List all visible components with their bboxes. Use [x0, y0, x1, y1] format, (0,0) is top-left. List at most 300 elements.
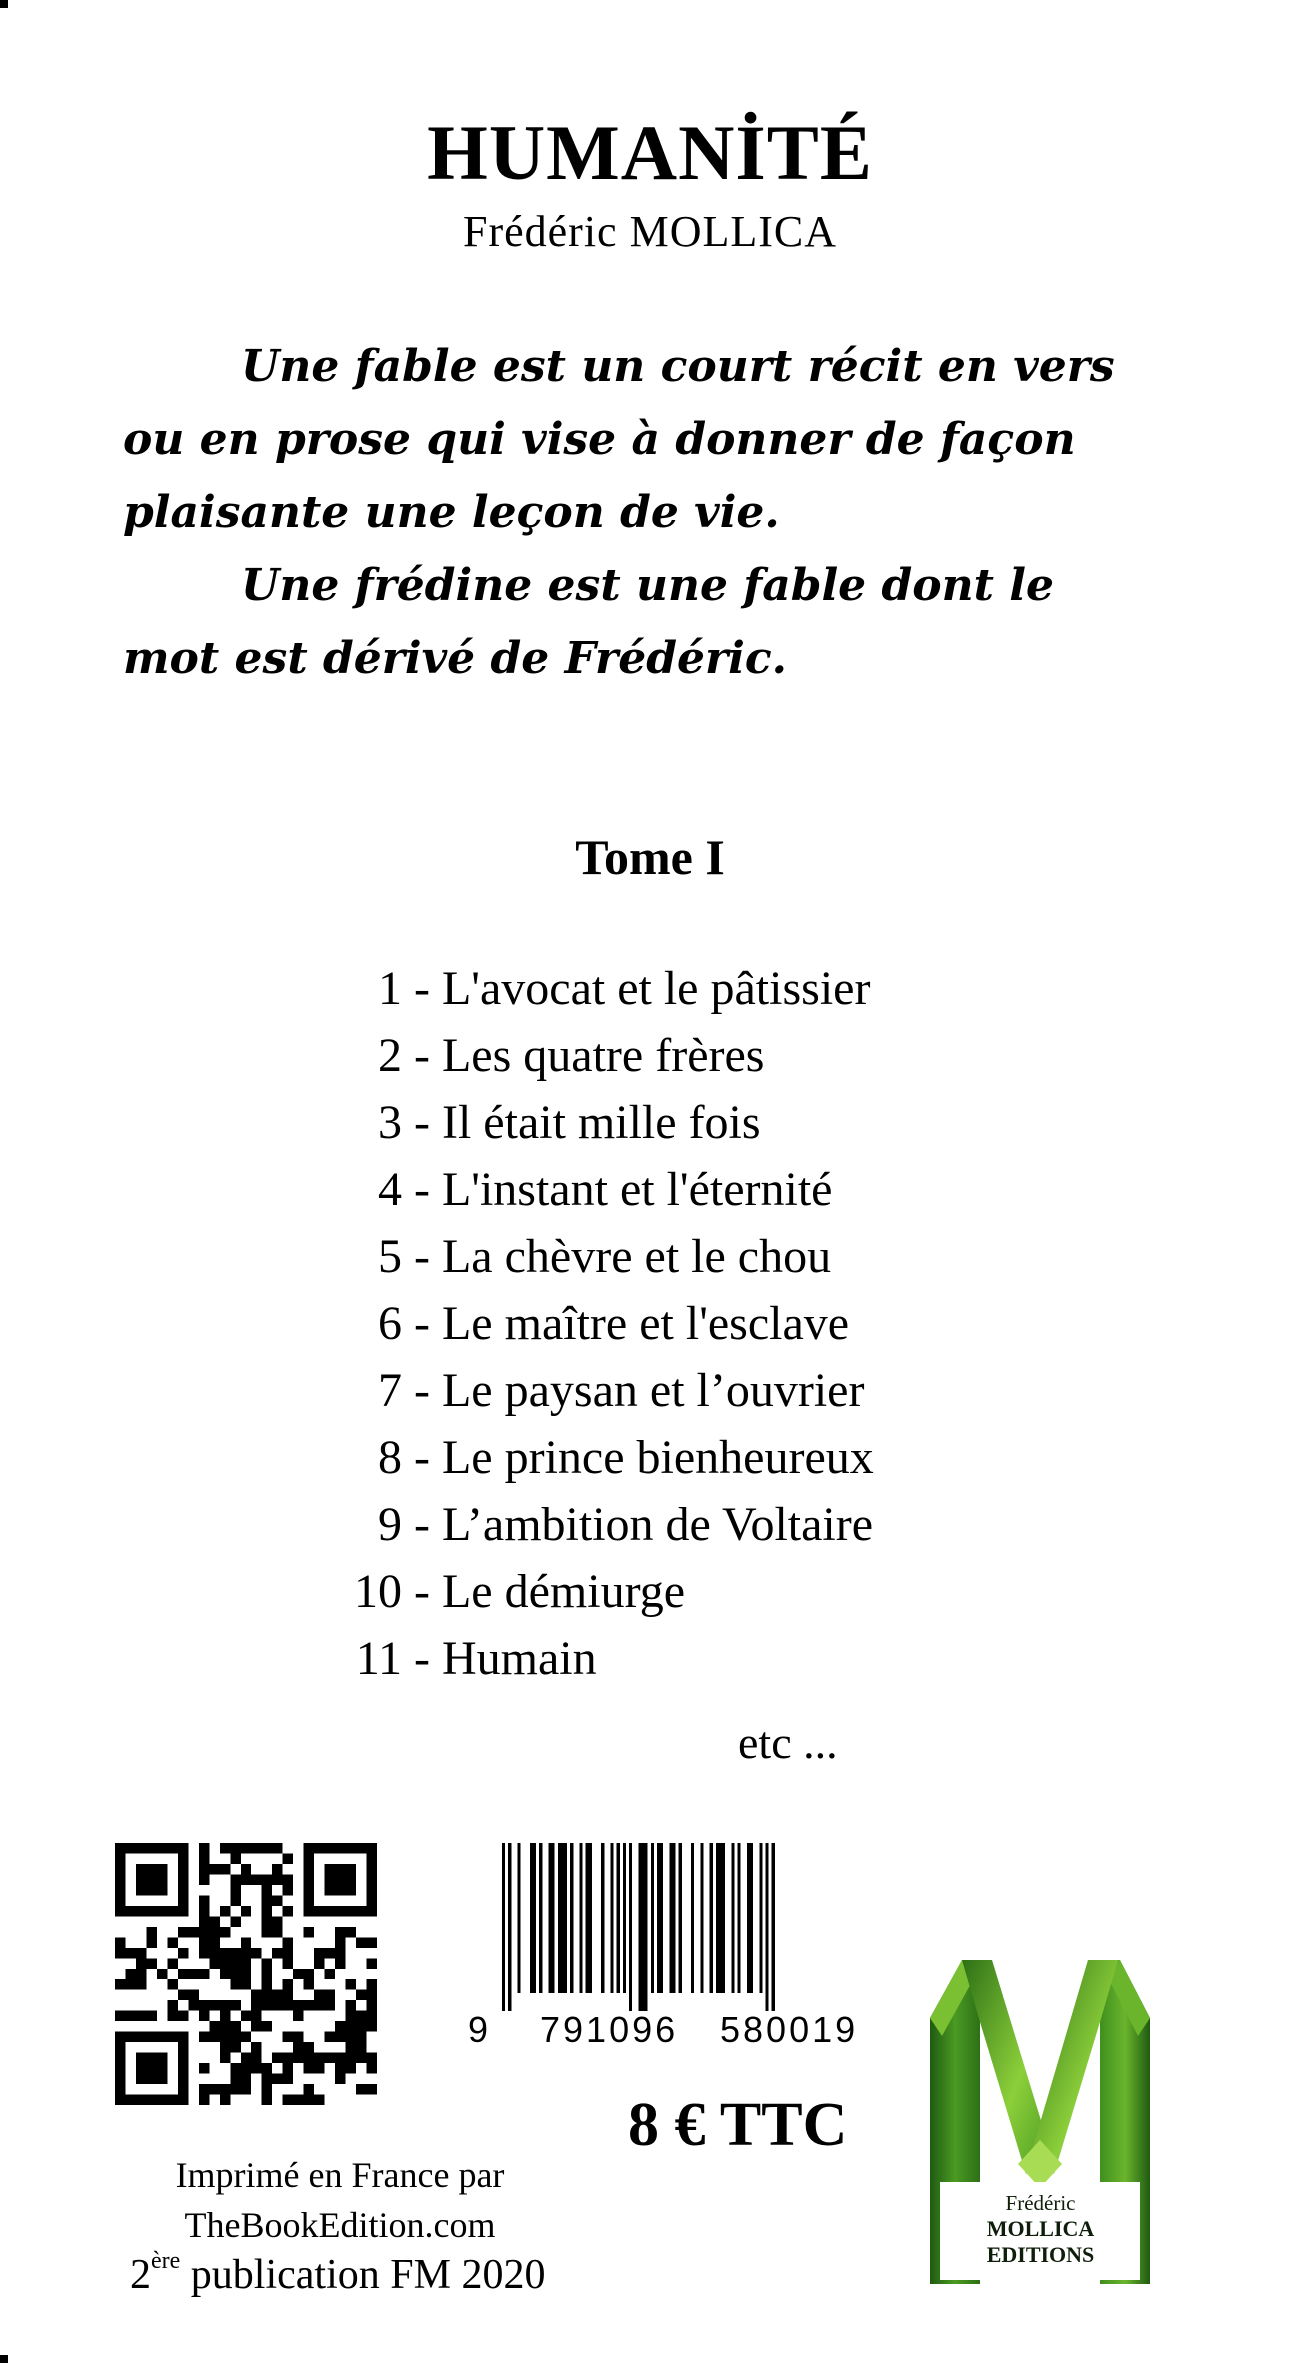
- toc-item-number: 6: [378, 1297, 402, 1350]
- qr-module: [346, 2053, 356, 2063]
- qr-module: [293, 2042, 303, 2052]
- qr-module: [167, 1979, 177, 1989]
- qr-module: [178, 2074, 188, 2084]
- qr-module: [115, 1937, 125, 1947]
- qr-module: [146, 1843, 156, 1853]
- qr-module: [157, 1969, 167, 1979]
- qr-module: [199, 1969, 209, 1979]
- qr-module: [283, 1874, 293, 1884]
- qr-module: [293, 2095, 303, 2105]
- qr-module: [293, 2000, 303, 2010]
- qr-module: [146, 1958, 156, 1968]
- qr-module: [367, 2084, 377, 2094]
- qr-module: [304, 1927, 314, 1937]
- qr-module: [251, 1874, 261, 1884]
- toc-item: 8 - Le prince bienheureux: [290, 1424, 874, 1491]
- qr-module: [272, 1916, 282, 1926]
- qr-module: [178, 1843, 188, 1853]
- qr-module: [346, 1906, 356, 1916]
- qr-module: [272, 1874, 282, 1884]
- qr-module: [178, 2032, 188, 2042]
- qr-module: [356, 2053, 366, 2063]
- qr-module: [167, 1958, 177, 1968]
- qr-module: [251, 2000, 261, 2010]
- qr-module: [167, 2000, 177, 2010]
- toc-item: 9 - L’ambition de Voltaire: [290, 1491, 874, 1558]
- qr-module: [346, 2011, 356, 2021]
- qr-module: [136, 1874, 146, 1884]
- barcode-digit-first: 9: [468, 2009, 489, 2050]
- qr-module: [272, 1864, 282, 1874]
- qr-module: [283, 2063, 293, 2073]
- qr-module: [314, 2053, 324, 2063]
- qr-module: [136, 1906, 146, 1916]
- qr-module: [241, 2053, 251, 2063]
- qr-module: [136, 2063, 146, 2073]
- qr-module: [178, 2042, 188, 2052]
- qr-module: [335, 1885, 345, 1895]
- toc-item: 2 - Les quatre frères: [290, 1022, 874, 1089]
- qr-module: [178, 1969, 188, 1979]
- qr-module: [178, 2063, 188, 2073]
- qr-module: [199, 1916, 209, 1926]
- qr-module: [356, 2011, 366, 2021]
- qr-module: [335, 1927, 345, 1937]
- qr-module: [220, 2032, 230, 2042]
- barcode-bar: [657, 1843, 663, 1993]
- qr-code: [115, 1843, 377, 2105]
- qr-module: [199, 1874, 209, 1884]
- qr-module: [178, 1874, 188, 1884]
- qr-module: [346, 1885, 356, 1895]
- qr-module: [230, 2084, 240, 2094]
- qr-module: [262, 1958, 272, 1968]
- qr-module: [178, 2095, 188, 2105]
- qr-module: [241, 1864, 251, 1874]
- qr-module: [178, 2084, 188, 2094]
- qr-module: [367, 1990, 377, 2000]
- qr-module: [314, 2000, 324, 2010]
- qr-module: [272, 2000, 282, 2010]
- barcode-bar: [629, 1843, 632, 2011]
- qr-module: [304, 1864, 314, 1874]
- qr-module: [230, 1916, 240, 1926]
- qr-module: [146, 1885, 156, 1895]
- barcode-bar: [549, 1843, 555, 1993]
- qr-module: [346, 1874, 356, 1884]
- barcode-bar: [558, 1843, 567, 1993]
- toc-item-number: 8: [378, 1431, 402, 1484]
- toc-more: etc ...: [738, 1717, 838, 1768]
- qr-module: [304, 1843, 314, 1853]
- qr-module: [314, 1990, 324, 2000]
- qr-module: [220, 2042, 230, 2052]
- qr-module: [241, 1948, 251, 1958]
- qr-module: [262, 2095, 272, 2105]
- qr-module: [167, 1937, 177, 1947]
- qr-module: [230, 2032, 240, 2042]
- qr-module: [293, 2011, 303, 2021]
- qr-module: [251, 1948, 261, 1958]
- qr-module: [325, 1885, 335, 1895]
- qr-module: [346, 2042, 356, 2052]
- qr-module: [209, 2021, 219, 2031]
- qr-module: [146, 1874, 156, 1884]
- toc-item-title: Le paysan et l’ouvrier: [441, 1364, 865, 1417]
- qr-module: [335, 2053, 345, 2063]
- toc-item-title: L'instant et l'éternité: [441, 1163, 833, 1216]
- qr-module: [335, 2063, 345, 2073]
- qr-module: [262, 1979, 272, 1989]
- qr-module: [230, 1895, 240, 1905]
- crop-mark-bottom: [0, 2355, 8, 2363]
- qr-module: [283, 1853, 293, 1863]
- qr-module: [262, 1906, 272, 1916]
- qr-module: [325, 1864, 335, 1874]
- qr-module: [335, 1958, 345, 1968]
- qr-module: [230, 2063, 240, 2073]
- qr-module: [199, 1927, 209, 1937]
- barcode-bar: [539, 1843, 542, 1993]
- qr-module: [115, 1885, 125, 1895]
- qr-module: [230, 2021, 240, 2031]
- qr-module: [125, 2095, 135, 2105]
- toc-item-title: Le démiurge: [441, 1565, 686, 1618]
- toc-item-number: 7: [378, 1364, 402, 1417]
- qr-module: [230, 1843, 240, 1853]
- qr-module: [115, 2063, 125, 2073]
- qr-module: [335, 1843, 345, 1853]
- qr-module: [199, 1853, 209, 1863]
- qr-module: [136, 1969, 146, 1979]
- qr-module: [178, 1864, 188, 1874]
- qr-module: [335, 1906, 345, 1916]
- qr-module: [367, 1895, 377, 1905]
- toc-item: 5 - La chèvre et le chou: [290, 1223, 874, 1290]
- qr-module: [367, 2063, 377, 2073]
- qr-module: [209, 2000, 219, 2010]
- qr-module: [262, 1885, 272, 1895]
- qr-module: [304, 1874, 314, 1884]
- qr-module: [293, 1969, 303, 1979]
- qr-module: [136, 1948, 146, 1958]
- qr-module: [115, 1874, 125, 1884]
- qr-module: [178, 1990, 188, 2000]
- qr-module: [367, 1937, 377, 1947]
- qr-module: [272, 1843, 282, 1853]
- toc-item: 11 - Humain: [290, 1625, 874, 1692]
- qr-module: [283, 2053, 293, 2063]
- qr-module: [304, 1979, 314, 1989]
- toc-item-title: Le prince bienheureux: [441, 1431, 874, 1484]
- qr-module: [262, 2021, 272, 2031]
- crop-mark-top: [0, 0, 8, 8]
- barcode-digits-group1: 791096: [540, 2009, 679, 2050]
- publication-number: 2: [130, 2252, 151, 2298]
- toc-item-title: Il était mille fois: [441, 1096, 761, 1149]
- qr-module: [283, 2074, 293, 2084]
- toc-item-title: Les quatre frères: [441, 1029, 765, 1082]
- qr-module: [335, 2074, 345, 2084]
- qr-module: [272, 1948, 282, 1958]
- qr-module: [178, 1885, 188, 1895]
- toc-item-number: 3: [378, 1096, 402, 1149]
- barcode-bar: [530, 1843, 536, 1993]
- qr-module: [220, 1843, 230, 1853]
- book-title: HUMANİTÉ: [427, 109, 873, 196]
- qr-module: [230, 1969, 240, 1979]
- qr-module: [283, 2095, 293, 2105]
- qr-module: [209, 1948, 219, 1958]
- qr-module: [283, 1948, 293, 1958]
- printer-line-2: TheBookEdition.com: [184, 2205, 496, 2245]
- qr-module: [157, 2095, 167, 2105]
- qr-module: [199, 2095, 209, 2105]
- qr-module: [209, 1927, 219, 1937]
- barcode-bar: [766, 1843, 769, 2011]
- intro-paragraph-fredine: Une frédine est une fable dont le mot est dérivé de Frédéric.: [123, 560, 1054, 684]
- qr-module: [136, 2095, 146, 2105]
- qr-module: [199, 2063, 209, 2073]
- qr-module: [251, 2021, 261, 2031]
- table-of-contents: [290, 955, 874, 1692]
- qr-module: [262, 1990, 272, 2000]
- qr-module: [241, 1874, 251, 1884]
- toc-item-number: 4: [378, 1163, 402, 1216]
- qr-module: [136, 1885, 146, 1895]
- qr-module: [157, 1885, 167, 1895]
- qr-module: [115, 2095, 125, 2105]
- qr-module: [283, 1958, 293, 1968]
- qr-module: [335, 1864, 345, 1874]
- qr-module: [167, 1843, 177, 1853]
- qr-module: [356, 2042, 366, 2052]
- qr-module: [335, 1948, 345, 1958]
- qr-module: [115, 2074, 125, 2084]
- toc-item: 7 - Le paysan et l’ouvrier: [290, 1357, 874, 1424]
- qr-module: [356, 1937, 366, 1947]
- qr-module: [325, 1948, 335, 1958]
- qr-module: [346, 2021, 356, 2031]
- qr-module: [178, 1948, 188, 1958]
- qr-module: [199, 2000, 209, 2010]
- qr-module: [356, 2021, 366, 2031]
- qr-module: [178, 2053, 188, 2063]
- qr-module: [367, 1979, 377, 1989]
- toc-item-title: La chèvre et le chou: [441, 1230, 832, 1283]
- qr-module: [209, 2032, 219, 2042]
- barcode-bar: [772, 1843, 775, 2011]
- intro-text: [123, 330, 1133, 695]
- qr-module: [199, 1895, 209, 1905]
- barcode-bar: [747, 1843, 753, 1993]
- intro-paragraph-fable: Une fable est un court récit en vers ou en prose qui vise à donner de façon plaisante une leçon de vie.: [123, 341, 1115, 538]
- qr-module: [314, 1958, 324, 1968]
- qr-module: [115, 1864, 125, 1874]
- barcode-bar: [759, 1843, 762, 1993]
- qr-module: [325, 2000, 335, 2010]
- barcode-bar: [738, 1843, 741, 1993]
- barcode-bar: [669, 1843, 675, 1993]
- qr-module: [220, 1906, 230, 1916]
- qr-module: [304, 2084, 314, 2094]
- qr-module: [241, 1906, 251, 1916]
- toc-item: 10 - Le démiurge: [290, 1558, 874, 1625]
- publication-line: [130, 2248, 545, 2299]
- qr-module: [367, 1864, 377, 1874]
- qr-module: [325, 2032, 335, 2042]
- qr-module: [199, 2084, 209, 2094]
- qr-module: [304, 2053, 314, 2063]
- qr-module: [230, 2000, 240, 2010]
- qr-module: [188, 1969, 198, 1979]
- qr-module: [220, 2000, 230, 2010]
- qr-module: [325, 1843, 335, 1853]
- toc-item-number: 9: [378, 1498, 402, 1551]
- qr-module: [199, 2011, 209, 2021]
- qr-module: [220, 2095, 230, 2105]
- qr-module: [272, 2074, 282, 2084]
- barcode-bar: [508, 1843, 511, 2011]
- barcode-bar: [617, 1843, 620, 1993]
- toc-item: 6 - Le maître et l'esclave: [290, 1290, 874, 1357]
- qr-module: [157, 1864, 167, 1874]
- qr-module: [356, 2084, 366, 2094]
- qr-module: [304, 2063, 314, 2073]
- qr-module: [146, 2053, 156, 2063]
- qr-module: [157, 2074, 167, 2084]
- barcode-bar: [586, 1843, 592, 1993]
- qr-module: [314, 1843, 324, 1853]
- qr-module: [220, 1958, 230, 1968]
- qr-module: [356, 1843, 366, 1853]
- qr-module: [262, 1895, 272, 1905]
- qr-module: [220, 1927, 230, 1937]
- qr-module: [272, 2053, 282, 2063]
- logo-line-2: MOLLICA: [986, 2216, 1095, 2241]
- qr-module: [230, 2074, 240, 2084]
- qr-module: [241, 2063, 251, 2073]
- qr-module: [251, 1843, 261, 1853]
- qr-module: [188, 2000, 198, 2010]
- qr-module: [241, 1937, 251, 1947]
- qr-module: [167, 2095, 177, 2105]
- qr-module: [115, 2053, 125, 2063]
- qr-module: [199, 1937, 209, 1947]
- barcode-bar: [570, 1843, 573, 1993]
- printer-info: [115, 2150, 565, 2250]
- qr-module: [157, 2063, 167, 2073]
- toc-item-number: 5: [378, 1230, 402, 1283]
- qr-module: [115, 1895, 125, 1905]
- qr-module: [146, 2032, 156, 2042]
- qr-module: [136, 2053, 146, 2063]
- qr-module: [199, 1948, 209, 1958]
- toc-item-number: 10: [354, 1565, 402, 1618]
- qr-module: [283, 2032, 293, 2042]
- toc-item-number: 1: [378, 962, 402, 1015]
- qr-module: [262, 2000, 272, 2010]
- qr-module: [115, 2011, 125, 2021]
- qr-module: [220, 1969, 230, 1979]
- qr-module: [199, 2032, 209, 2042]
- qr-module: [262, 1927, 272, 1937]
- qr-module: [304, 1906, 314, 1916]
- qr-module: [346, 2000, 356, 2010]
- toc-item-title: L’ambition de Voltaire: [441, 1498, 874, 1551]
- printer-line-1: Imprimé en France par: [175, 2155, 505, 2195]
- qr-module: [262, 1874, 272, 1884]
- qr-module: [293, 2053, 303, 2063]
- qr-module: [178, 1906, 188, 1916]
- qr-module: [125, 1906, 135, 1916]
- qr-module: [367, 1853, 377, 1863]
- price: 8 € TTC: [628, 2091, 848, 2159]
- qr-module: [209, 1916, 219, 1926]
- qr-module: [283, 1885, 293, 1895]
- qr-module: [251, 2053, 261, 2063]
- qr-module: [199, 1864, 209, 1874]
- qr-module: [367, 1958, 377, 1968]
- qr-module: [220, 2053, 230, 2063]
- qr-module: [251, 1990, 261, 2000]
- qr-module: [167, 2011, 177, 2021]
- qr-module: [356, 1990, 366, 2000]
- barcode-bar: [623, 1843, 626, 1993]
- qr-module: [136, 1979, 146, 1989]
- qr-module: [241, 1969, 251, 1979]
- qr-module: [251, 2042, 261, 2052]
- qr-module: [304, 1895, 314, 1905]
- barcode-bar: [679, 1843, 682, 1993]
- barcode-bar: [580, 1843, 583, 1993]
- qr-module: [304, 1853, 314, 1863]
- qr-module: [146, 1864, 156, 1874]
- barcode-bar: [691, 1843, 694, 1993]
- barcode-bar: [611, 1843, 614, 1993]
- publication-text: publication FM 2020: [180, 2252, 546, 2298]
- qr-module: [125, 1979, 135, 1989]
- qr-module: [125, 1969, 135, 1979]
- qr-module: [346, 2032, 356, 2042]
- qr-module: [325, 1874, 335, 1884]
- qr-module: [283, 1937, 293, 1947]
- qr-module: [209, 1958, 219, 1968]
- qr-module: [304, 2000, 314, 2010]
- qr-module: [241, 1979, 251, 1989]
- qr-module: [251, 2063, 261, 2073]
- qr-module: [136, 2074, 146, 2084]
- qr-module: [146, 1937, 156, 1947]
- qr-module: [178, 1895, 188, 1905]
- qr-module: [346, 2063, 356, 2073]
- qr-module: [346, 1979, 356, 1989]
- qr-module: [262, 1969, 272, 1979]
- qr-module: [209, 1937, 219, 1947]
- qr-module: [230, 1853, 240, 1863]
- qr-module: [188, 1927, 198, 1937]
- qr-module: [293, 2032, 303, 2042]
- barcode-bar: [502, 1843, 505, 2011]
- publisher-logo-text: [948, 2190, 1133, 2268]
- qr-module: [199, 1906, 209, 1916]
- qr-module: [115, 1948, 125, 1958]
- book-author: Frédéric MOLLICA: [462, 207, 837, 256]
- barcode-bar: [518, 1843, 521, 1993]
- qr-module: [367, 2000, 377, 2010]
- qr-module: [241, 2084, 251, 2094]
- qr-module: [314, 2063, 324, 2073]
